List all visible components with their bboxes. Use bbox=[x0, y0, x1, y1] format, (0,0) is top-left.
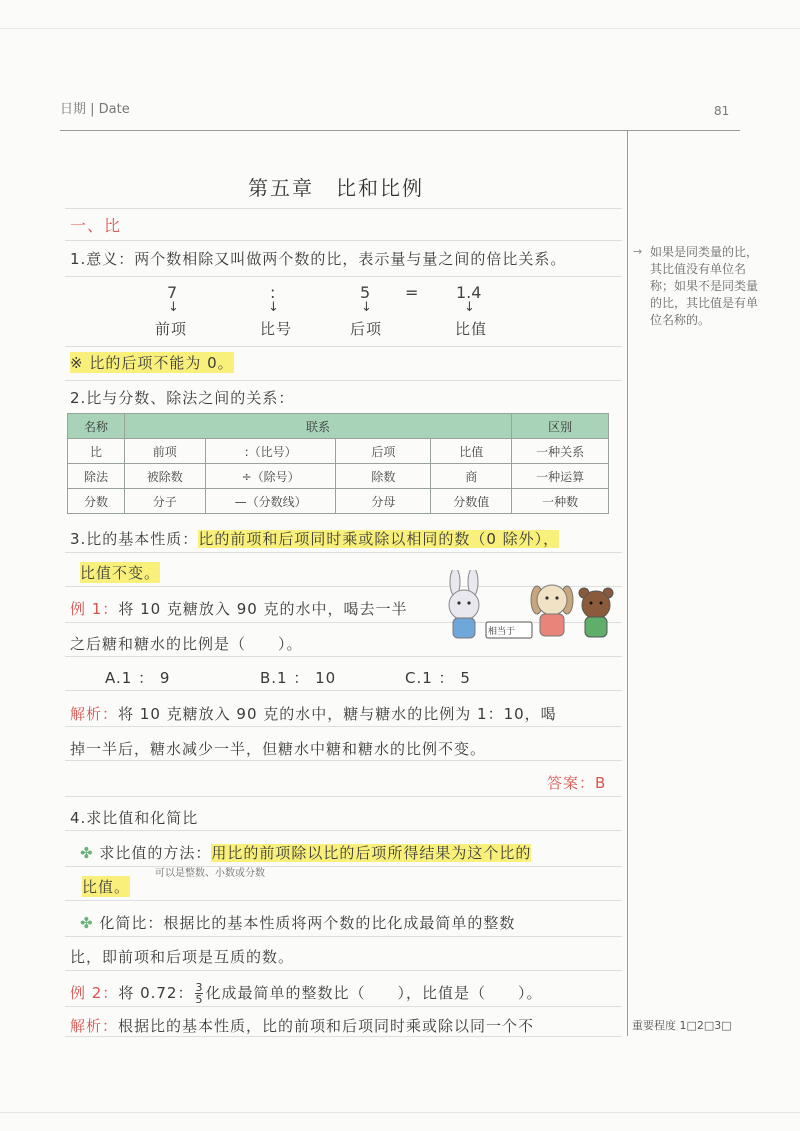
method-highlight-2: 比值。 bbox=[82, 878, 131, 896]
simplify-line2: 比，即前项和后项是互质的数。 bbox=[70, 948, 295, 966]
item4-title: 4.求比值和化简比 bbox=[70, 809, 199, 827]
ruled-line bbox=[65, 552, 622, 553]
table-cell: 被除数 bbox=[124, 464, 205, 489]
analysis2-label: 解析： bbox=[70, 1017, 119, 1035]
ratio-colon: : bbox=[270, 283, 276, 302]
header-rule bbox=[60, 130, 740, 131]
table-cell: 分数值 bbox=[431, 489, 512, 514]
property-highlight-2: 比值不变。 bbox=[80, 564, 161, 582]
example1-line1 bbox=[70, 598, 408, 619]
table-row bbox=[68, 489, 609, 514]
answer1: 答案：B bbox=[547, 774, 607, 792]
property-line bbox=[70, 528, 559, 549]
relation-heading: 2.比与分数、除法之间的关系： bbox=[70, 389, 295, 407]
table-cell: 商 bbox=[431, 464, 512, 489]
fraction-denominator: 5 bbox=[195, 993, 204, 1006]
option-a: A.1 ： 9 bbox=[105, 669, 171, 687]
margin-rule bbox=[627, 130, 628, 1036]
method-annotation: 可以是整数、小数或分数 bbox=[155, 868, 265, 879]
down-arrow-icon: ↓ bbox=[361, 300, 372, 315]
ratio-equals: = bbox=[405, 283, 419, 302]
down-arrow-icon: ↓ bbox=[464, 300, 475, 315]
date-label: 日期 | Date bbox=[60, 102, 130, 117]
example1-text2: 之后糖和糖水的比例是（ ）。 bbox=[70, 635, 303, 653]
ruled-line bbox=[65, 726, 622, 727]
ruled-line bbox=[65, 1006, 622, 1007]
fraction-numerator: 3 bbox=[195, 981, 204, 994]
example1-text1: 将 10 克糖放入 90 克的水中，喝去一半 bbox=[118, 600, 408, 618]
ruled-line bbox=[65, 830, 622, 831]
table-cell: 比值 bbox=[431, 439, 512, 464]
clover-icon: ✤ bbox=[80, 914, 94, 932]
ratio-value: 1.4 bbox=[456, 283, 482, 302]
table-header-cell: 区别 bbox=[512, 414, 609, 439]
table-row bbox=[68, 464, 609, 489]
table-cell: 分母 bbox=[336, 489, 431, 514]
option-c: C.1 ： 5 bbox=[405, 669, 471, 687]
table-cell: 除数 bbox=[336, 464, 431, 489]
property-highlight: 比的前项和后项同时乘或除以相同的数（0 除外）， bbox=[198, 530, 560, 548]
colon-label: 比号 bbox=[260, 320, 293, 338]
page-number: 81 bbox=[714, 104, 730, 118]
example2-text-a: 将 0.72： bbox=[118, 984, 194, 1002]
top-divider bbox=[0, 28, 800, 29]
ruled-line bbox=[65, 900, 622, 901]
ruled-line bbox=[65, 1036, 622, 1037]
property-prefix: 3.比的基本性质： bbox=[70, 530, 199, 548]
ruled-line bbox=[65, 796, 622, 797]
method-highlight: 用比的前项除以比的后项所得结果为这个比的 bbox=[211, 844, 532, 862]
back-label: 后项 bbox=[350, 320, 383, 338]
value-label: 比值 bbox=[455, 320, 488, 338]
analysis2-text: 根据比的基本性质，比的前项和后项同时乘或除以同一个不 bbox=[118, 1017, 535, 1035]
analysis2-line bbox=[70, 1015, 534, 1036]
ruled-line bbox=[65, 866, 622, 867]
fraction bbox=[195, 982, 203, 1005]
table-cell: 分子 bbox=[124, 489, 205, 514]
bottom-divider bbox=[0, 1112, 800, 1113]
analysis1-label: 解析： bbox=[70, 705, 119, 723]
clover-icon: ✤ bbox=[80, 844, 94, 862]
ruled-line bbox=[65, 208, 622, 209]
example2-text-b: 化成最简单的整数比（ ），比值是（ ）。 bbox=[205, 984, 543, 1002]
ruled-line bbox=[65, 970, 622, 971]
definition-text: 1.意义：两个数相除又叫做两个数的比，表示量与量之间的倍比关系。 bbox=[70, 250, 567, 268]
example2-line bbox=[70, 982, 543, 1005]
option-b: B.1 ： 10 bbox=[260, 669, 337, 687]
side-note: 如果是同类量的比，其比值没有单位名称；如果不是同类量的比，其比值是有单位名称的。 bbox=[650, 245, 759, 327]
table-cell: 分数 bbox=[68, 489, 125, 514]
table-cell: 后项 bbox=[336, 439, 431, 464]
table-cell: 一种数 bbox=[512, 489, 609, 514]
table-cell: 比 bbox=[68, 439, 125, 464]
method-label: 求比值的方法： bbox=[99, 844, 212, 862]
ruled-line bbox=[65, 936, 622, 937]
table-cell: —（分数线） bbox=[205, 489, 336, 514]
example2-label: 例 2： bbox=[70, 984, 119, 1002]
mascot-sign: 相当于 bbox=[488, 627, 516, 637]
section-heading: 一、比 bbox=[70, 216, 122, 235]
analysis1-line1 bbox=[70, 703, 557, 724]
ratio-back-value: 5 bbox=[360, 283, 371, 302]
relation-table bbox=[67, 413, 609, 514]
importance-rating: 重要程度 1□2□3□ bbox=[632, 1019, 732, 1032]
analysis1-text2: 掉一半后，糖水减少一半，但糖水中糖和糖水的比例不变。 bbox=[70, 740, 487, 758]
chapter-title: 第五章 比和比例 bbox=[248, 176, 424, 200]
table-cell: 一种关系 bbox=[512, 439, 609, 464]
table-header-cell: 联系 bbox=[124, 414, 511, 439]
table-row bbox=[68, 439, 609, 464]
ruled-line bbox=[65, 380, 622, 381]
table-cell: ÷（除号） bbox=[205, 464, 336, 489]
method-line bbox=[80, 842, 531, 863]
ruled-line bbox=[65, 656, 622, 657]
arrow-right-icon: → bbox=[633, 245, 643, 258]
table-cell: 一种运算 bbox=[512, 464, 609, 489]
mascot-illustration bbox=[440, 570, 620, 645]
analysis1-text1: 将 10 克糖放入 90 克的水中，糖与糖水的比例为 1：10，喝 bbox=[118, 705, 557, 723]
ruled-line bbox=[65, 760, 622, 761]
table-header-cell: 名称 bbox=[68, 414, 125, 439]
simplify-line1 bbox=[80, 912, 515, 933]
table-cell: 前项 bbox=[124, 439, 205, 464]
warning-note: ※ 比的后项不能为 0。 bbox=[70, 354, 234, 372]
ratio-front-value: 7 bbox=[167, 283, 178, 302]
table-header-row bbox=[68, 414, 609, 439]
down-arrow-icon: ↓ bbox=[268, 300, 279, 315]
example1-label: 例 1： bbox=[70, 600, 119, 618]
table-cell: :（比号） bbox=[205, 439, 336, 464]
front-label: 前项 bbox=[155, 320, 188, 338]
down-arrow-icon: ↓ bbox=[168, 300, 179, 315]
ruled-line bbox=[65, 346, 622, 347]
table-cell: 除法 bbox=[68, 464, 125, 489]
ruled-line bbox=[65, 240, 622, 241]
simplify-text: 化简比：根据比的基本性质将两个数的比化成最简单的整数 bbox=[99, 914, 516, 932]
ruled-line bbox=[65, 276, 622, 277]
ruled-line bbox=[65, 690, 622, 691]
